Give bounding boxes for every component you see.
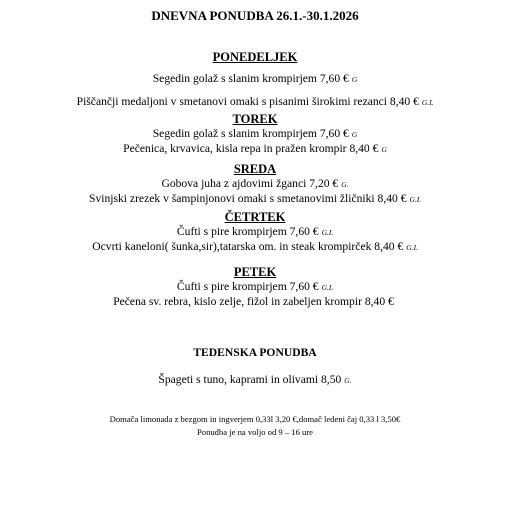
menu-item: [0, 72, 510, 87]
allergen-tag: G.L: [421, 98, 434, 107]
day-heading-ponedeljek: PONEDELJEK: [212, 50, 298, 64]
menu-item-text: Svinjski zrezek v šampinjonovi omaki s smetanovimi žličniki 8,40 €: [89, 192, 407, 205]
menu-item-text: Čufti s pire krompirjem 7,60 €: [176, 280, 319, 293]
allergen-tag: G: [351, 75, 358, 84]
day-heading-sreda: SREDA: [233, 162, 277, 176]
menu-item-text: Piščančji medaljoni v smetanovi omaki s pisanimi širokimi rezanci 8,40 €: [76, 95, 419, 108]
menu-item-text: Pečenica, krvavica, kisla repa in pražen krompir 8,40 €: [123, 142, 379, 155]
page-title: DNEVNA PONUDBA 26.1.-30.1.2026: [151, 8, 359, 23]
weekly-offer-item: [0, 373, 510, 388]
menu-item: [0, 280, 510, 295]
allergen-tag: G.L: [409, 195, 421, 204]
menu-item-text: Segedin golaž s slanim krompirjem 7,60 €: [152, 127, 349, 140]
menu-item: [0, 142, 510, 157]
day-heading-cetrtek: ČETRTEK: [224, 210, 286, 224]
menu-item: [0, 240, 510, 255]
allergen-tag: G.: [344, 376, 352, 385]
menu-item-text: Čufti s pire krompirjem 7,60 €: [176, 225, 319, 238]
day-heading-petek: PETEK: [233, 265, 277, 279]
menu-item: [0, 95, 510, 110]
hours-note: Ponudba je na voljo od 9 – 16 ure: [197, 427, 313, 437]
menu-item: [0, 295, 510, 310]
menu-item-text: Špageti s tuno, kaprami in olivami 8,50: [158, 373, 342, 386]
menu-item-text: Segedin golaž s slanim krompirjem 7,60 €: [152, 72, 349, 85]
menu-item: [0, 225, 510, 240]
menu-item: [0, 177, 510, 192]
allergen-tag: G.L: [321, 228, 334, 237]
menu-item-text: Pečena sv. rebra, kislo zelje, fižol in zabeljen krompir 8,40 €: [113, 295, 394, 308]
menu-item-text: Ocvrti kaneloni( šunka,sir),tatarska om. in steak krompirček 8,40 €: [92, 240, 404, 253]
allergen-tag: G: [351, 130, 358, 139]
allergen-tag: G.L: [406, 243, 418, 252]
menu-item-text: Gobova juha z ajdovimi žganci 7,20 €: [161, 177, 339, 190]
menu-item: [0, 192, 510, 207]
weekly-offer-heading: TEDENSKA PONUDBA: [193, 346, 317, 359]
menu-item: [0, 127, 510, 142]
allergen-tag: G.L: [321, 283, 334, 292]
day-heading-torek: TOREK: [232, 112, 278, 126]
allergen-tag: G: [381, 145, 387, 154]
drinks-note: Domača limonada z bezgom in ingverjem 0,33l 3,20 €,domač ledeni čaj 0,33 l 3,50€: [109, 414, 401, 424]
allergen-tag: G.: [341, 180, 349, 189]
